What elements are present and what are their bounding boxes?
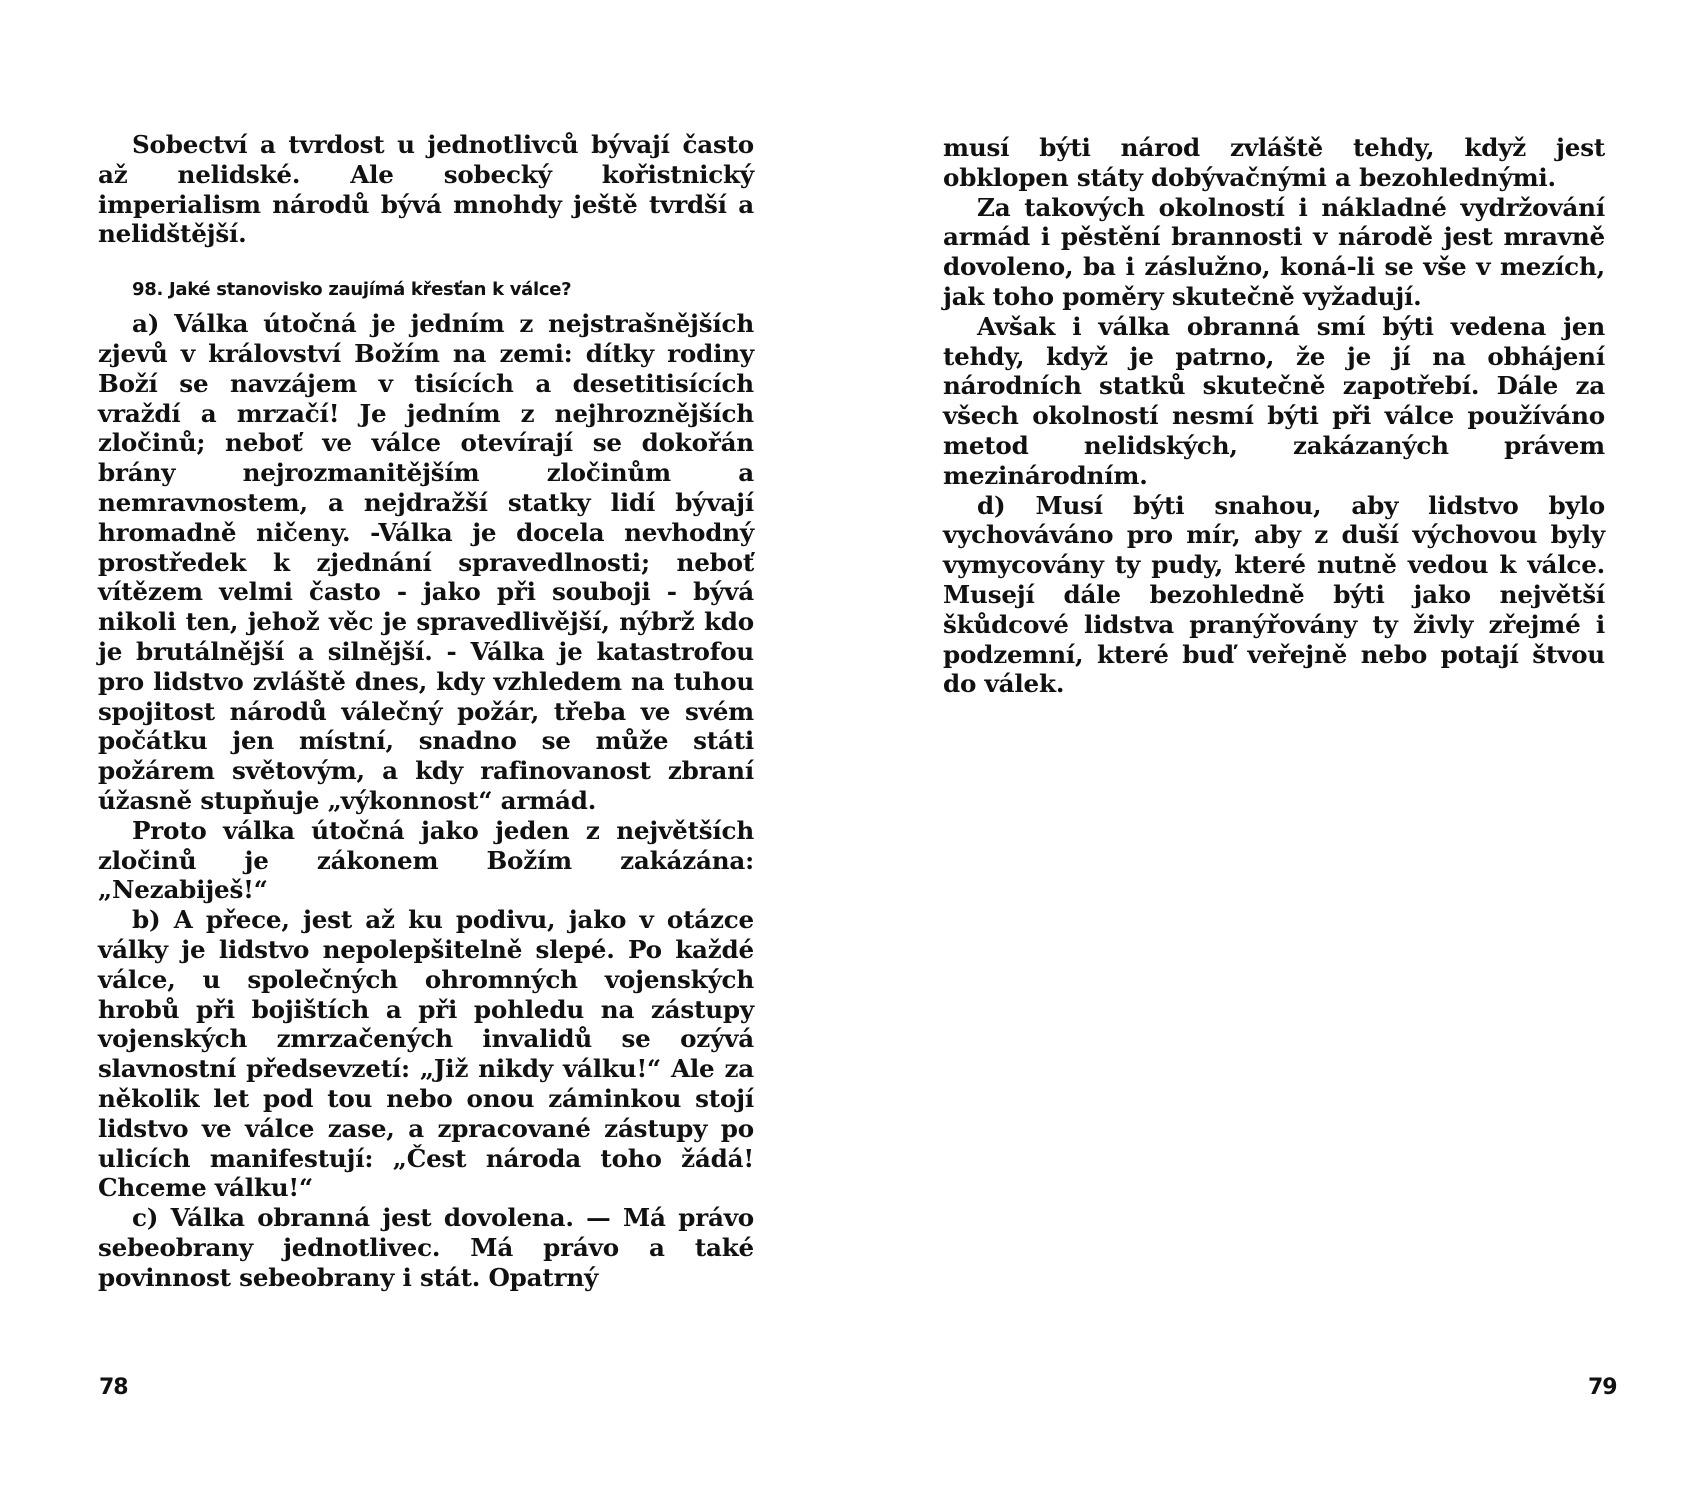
page-number-left: 78 (99, 1375, 128, 1400)
paragraph-d: d) Musí býti snahou, aby lidstvo bylo vychováváno pro mír, aby z duší výchovou byly vymycovány ty pudy, které nutně vedou k válce. Musejí dále bezohledně býti jako největší škůdcové lidstva pranýřovány ty živly zřejmé i podzemní, které buď veřejně nebo potají štvou do válek. (943, 490, 1605, 699)
right-text-column (943, 133, 1605, 699)
paragraph-c: c) Válka obranná jest dovolena. — Má právo sebeobrany jednotlivec. Má právo a také povinnost sebeobrany i stát. Opatrný (98, 1203, 754, 1292)
question-heading: 98. Jaké stanovisko zaujímá křesťan k válce? (132, 279, 572, 301)
paragraph-za: Za takových okolností i nákladné vydržování armád i pěstění brannosti v národě jest mravně dovoleno, ba i záslužno, koná-li se vše v mezích, jak toho poměry skutečně vyžadují. (943, 192, 1605, 311)
paragraph-proto: Proto válka útočná jako jeden z největších zločinů je zákonem Božím zakázána: „Nezabiješ!“ (98, 815, 754, 905)
paragraph-a: a) Válka útočná je jedním z nejstrašnějších zjevů v království Božím na zemi: dítky rodiny Boží se navzájem v tisících a desetitisících vraždí a mrzačí! Je jedním z nejhroznějších zločinů; neboť ve válce otevírají se dokořán brány nejrozmanitějším zločinům a nemravnostem, a nejdražší statky lidí bývají hromadně ničeny. -Válka je docela nevhodný prostředek k zjednání spravedlnosti; neboť vítězem velmi často - jako při souboji - bývá nikoli ten, jehož věc je spravedlivější, nýbrž kdo je brutálnější a silnější. - Válka je katastrofou pro lidstvo zvláště dnes, kdy vzhledem na tuhou spojitost národů válečný požár, třeba ve svém počátku jen místní, snadno se může státi požárem světovým, a kdy rafinovanost zbraní úžasně stupňuje „výkonnost“ armád. (98, 309, 754, 815)
page-number-right: 79 (1588, 1375, 1617, 1400)
left-text-column (98, 130, 754, 1292)
paragraph-continued: musí býti národ zvláště tehdy, když jest obklopen státy dobývačnými a bezohlednými. (943, 133, 1605, 192)
paragraph-b: b) A přece, jest až ku podivu, jako v otázce války je lidstvo nepolepšitelně slepé. Po každé válce, u společných ohromných vojenských hrobů při bojištích a při pohledu na zástupy vojenských zmrzačených invalidů se ozývá slavnostní předsevzetí: „Již nikdy válku!“ Ale za několik let pod tou nebo onou záminkou stojí lidstvo ve válce zase, a zpracované zástupy po ulicích manifestují: „Čest národa toho žádá! Chceme válku!“ (98, 905, 754, 1203)
intro-paragraph: Sobectví a tvrdost u jednotlivců bývají často až nelidské. Ale sobecký kořistnický imperialism národů bývá mnohdy ještě tvrdší a nelidštější. (98, 130, 754, 249)
right-page (846, 0, 1692, 1500)
paragraph-avsak: Avšak i válka obranná smí býti vedena jen tehdy, když je patrno, že je jí na obhájení národních statků skutečně zapotřebí. Dále za všech okolností nesmí býti při válce používáno metod nelidských, zakázaných právem mezinárodním. (943, 311, 1605, 490)
